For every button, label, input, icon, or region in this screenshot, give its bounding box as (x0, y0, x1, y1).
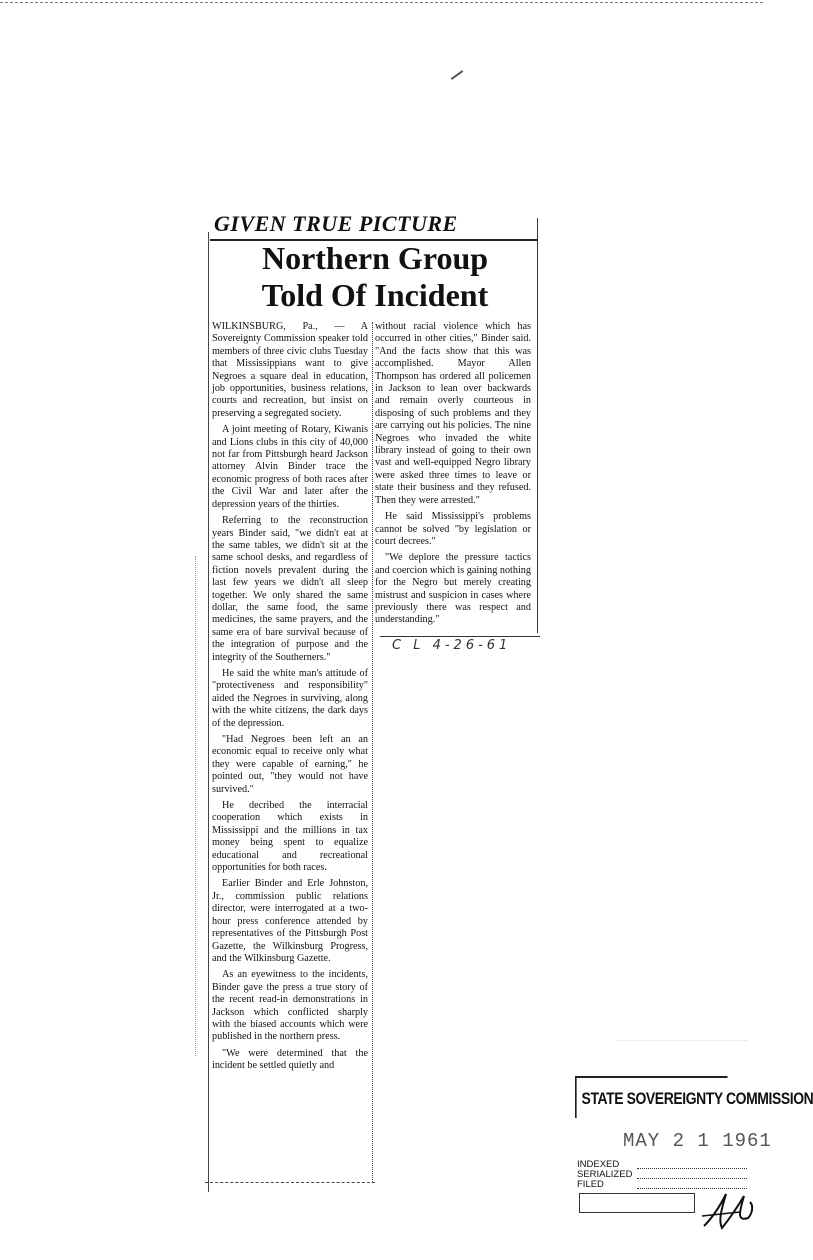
stamp-entry-box (579, 1193, 695, 1213)
article-paragraph: He decribed the interracial cooperation which exists in Mississippi and the millions in tax money being spent to equalize educational and recreational opportunities for both races. (212, 800, 368, 874)
article-column-right (375, 321, 531, 637)
stamp-field-filed: FILED (577, 1180, 757, 1190)
page-top-rule (0, 2, 763, 3)
article-kicker: GIVEN TRUE PICTURE (214, 211, 458, 236)
headline-line-2: Told Of Incident (261, 277, 489, 313)
stray-pen-mark (451, 70, 464, 80)
article-paragraph: Referring to the reconstruction years Binder said, "we didn't eat at the same tables, we didn't sit at the same school desks, and regardless of fiction novels prevalent during the last few years we didn't all sleep together. We only shared the same dollar, the same food, the same medicines, the same prayers, and the same era of bare survival because of the integration of purpose and the integrity of the Southerners." (212, 515, 368, 663)
article-column-left (212, 321, 368, 1185)
clipping-bottom-edge (205, 1182, 375, 1183)
handwritten-date-note: C L 4-26-61 (392, 638, 512, 653)
article-paragraph: "We deplore the pressure tactics and coercion which is gaining nothing for the Negro but merely creating mistrust and suspicion in cases where previously there was respect and understanding." (375, 552, 531, 626)
stamp-date: MAY 2 1 1961 (623, 1130, 772, 1152)
article-paragraph: As an eyewitness to the incidents, Binder gave the press a true story of the recent read-in demonstrations in Jackson which conflicted sharply with the biased accounts which were published in the northern press. (212, 969, 368, 1043)
article-headline (212, 240, 538, 314)
faint-stamp-impression (617, 1040, 747, 1055)
column-divider (372, 322, 374, 1182)
article-paragraph: Earlier Binder and Erle Johnston, Jr., commission public relations director, were interrogated at a two-hour press conference attended by representatives of the Pittsburgh Post Gazette, the Wilkinsburg Progress, and the Wilkinsburg Gazette. (212, 878, 368, 964)
handwritten-signature (700, 1188, 756, 1232)
article-paragraph: WILKINSBURG, Pa., — A Sovereignty Commission speaker told members of three civic clubs Tuesday that Mississippians want to give Negroes a square deal in education, job opportunities, business relations, courts and recreation, but insist on preserving a segregated society. (212, 321, 368, 419)
article-paragraph: "We were determined that the incident be settled quietly and (212, 1047, 368, 1072)
signoff-rule (380, 636, 540, 637)
headline-line-1: Northern Group (261, 240, 489, 276)
stamp-header: STATE SOVEREIGNTY COMMISSION (575, 1076, 728, 1118)
article-paragraph: A joint meeting of Rotary, Kiwanis and Lions clubs in this city of 40,000 not far from Pittsburgh heard Jackson attorney Alvin Binder trace the economic progress of both races after the Civil War and later after the depression years of the thirties. (212, 424, 368, 510)
article-paragraph: He said the white man's attitude of "protectiveness and responsibility" aided the Negroes in surviving, along with the white citizens, the dark days of the depression. (212, 667, 368, 729)
article-paragraph: "Had Negroes been left an an economic equal to receive only what they were capable of earning," he pointed out, "they would not have survived." (212, 734, 368, 795)
article-paragraph: He said Mississippi's problems cannot be solved "by legislation or court decrees." (375, 511, 531, 547)
stamp-field-indexed: INDEXED (577, 1160, 757, 1170)
stamp-field-serialized: SERIALIZED (577, 1170, 757, 1180)
clipping-left-border (208, 232, 209, 1192)
article-paragraph: without racial violence which has occurred in other cities," Binder said. "And the facts show that this was accomplished. Mayor Allen Thompson has ordered all policemen in Jackson to lean over backwards and remain overly courteous in disposing of such problems and they are carrying out his policies. The nine Negroes who invaded the white library instead of going to their own vast and well-equipped Negro library were asked three times to leave or state their business and they refused. Then they were arrested." (375, 321, 531, 506)
stamp-fields (577, 1160, 757, 1190)
clipping-edge-marks (195, 556, 202, 1056)
